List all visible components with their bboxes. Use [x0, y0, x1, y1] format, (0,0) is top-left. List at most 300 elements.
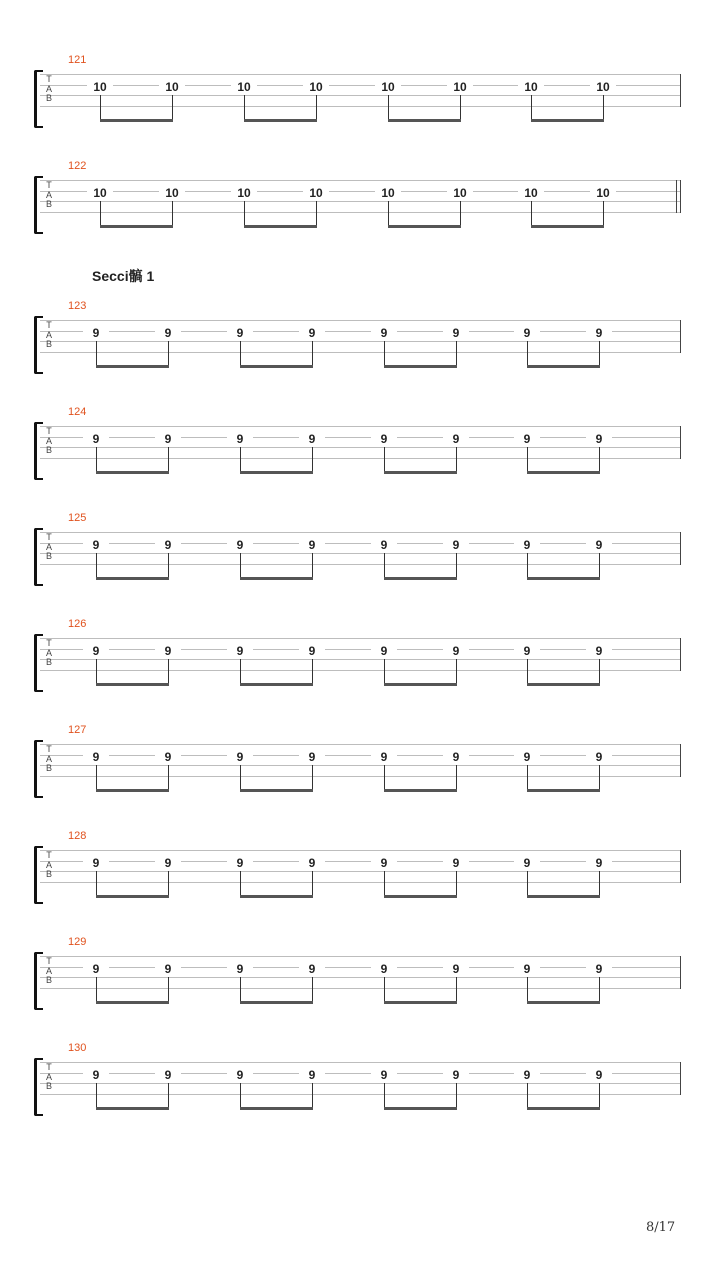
fret-number: 10	[590, 186, 616, 200]
fret-number: 10	[231, 186, 257, 200]
fret-number: 9	[83, 326, 109, 340]
note-beam	[96, 365, 169, 368]
note-stem	[96, 871, 97, 896]
note-beam	[240, 789, 313, 792]
note-stem	[312, 977, 313, 1002]
note-stem	[312, 1083, 313, 1108]
string-line	[40, 744, 681, 745]
measure-number: 128	[68, 830, 87, 842]
fret-number: 9	[299, 1068, 325, 1082]
note-stem	[168, 659, 169, 684]
measure-number: 126	[68, 618, 87, 630]
note-beam	[388, 119, 461, 122]
note-beam	[384, 1001, 457, 1004]
note-beam	[240, 895, 313, 898]
tab-clef	[44, 427, 54, 456]
tab-clef-letter: B	[45, 93, 52, 103]
tab-staff	[40, 426, 681, 458]
tab-staff	[40, 850, 681, 882]
tab-clef	[44, 75, 54, 104]
note-beam	[384, 1107, 457, 1110]
barline	[680, 1062, 681, 1095]
note-beam	[96, 1001, 169, 1004]
fret-number: 10	[231, 80, 257, 94]
fret-number: 9	[155, 856, 181, 870]
fret-number: 9	[586, 326, 612, 340]
note-stem	[527, 977, 528, 1002]
fret-number: 9	[83, 644, 109, 658]
note-beam	[96, 683, 169, 686]
barline	[680, 638, 681, 671]
note-stem	[96, 553, 97, 578]
fret-number: 9	[586, 644, 612, 658]
tab-staff	[40, 956, 681, 988]
note-stem	[599, 871, 600, 896]
fret-number: 10	[375, 80, 401, 94]
note-beam	[96, 577, 169, 580]
fret-number: 10	[303, 186, 329, 200]
tab-clef-letter: B	[45, 339, 52, 349]
string-line	[40, 670, 681, 671]
fret-number: 9	[586, 750, 612, 764]
barline	[680, 180, 681, 213]
note-stem	[240, 1083, 241, 1108]
fret-number: 9	[155, 644, 181, 658]
tab-system	[0, 406, 720, 498]
note-beam	[527, 365, 600, 368]
tab-clef-letter: A	[45, 329, 52, 340]
note-stem	[172, 95, 173, 120]
note-stem	[96, 977, 97, 1002]
note-beam	[240, 365, 313, 368]
tab-system	[0, 54, 720, 146]
measure-number: 123	[68, 300, 87, 312]
tab-clef	[44, 1063, 54, 1092]
string-line	[40, 850, 681, 851]
note-stem	[460, 95, 461, 120]
note-stem	[527, 765, 528, 790]
tab-clef	[44, 321, 54, 350]
note-stem	[456, 977, 457, 1002]
note-stem	[240, 871, 241, 896]
fret-number: 9	[299, 644, 325, 658]
note-stem	[456, 1083, 457, 1108]
tab-system	[0, 936, 720, 1028]
string-line	[40, 1073, 681, 1074]
string-line	[40, 180, 681, 181]
note-stem	[460, 201, 461, 226]
note-stem	[384, 871, 385, 896]
note-beam	[384, 683, 457, 686]
tab-clef-letter: A	[45, 541, 52, 552]
note-stem	[384, 659, 385, 684]
string-line	[40, 967, 681, 968]
note-stem	[312, 341, 313, 366]
tab-clef-letter: B	[45, 199, 52, 209]
fret-number: 10	[447, 186, 473, 200]
note-stem	[168, 341, 169, 366]
string-line	[40, 638, 681, 639]
string-line	[40, 765, 681, 766]
fret-number: 9	[514, 1068, 540, 1082]
note-stem	[384, 447, 385, 472]
note-stem	[240, 447, 241, 472]
note-stem	[456, 871, 457, 896]
fret-number: 9	[371, 432, 397, 446]
tab-clef-letter: A	[45, 435, 52, 446]
tab-system	[0, 618, 720, 710]
string-line	[40, 1094, 681, 1095]
tab-clef-letter: A	[45, 753, 52, 764]
measure-number: 124	[68, 406, 87, 418]
tab-clef-letter: B	[45, 763, 52, 773]
note-beam	[240, 577, 313, 580]
note-stem	[240, 341, 241, 366]
note-stem	[168, 553, 169, 578]
note-beam	[527, 471, 600, 474]
tab-system	[0, 1042, 720, 1134]
fret-number: 9	[155, 1068, 181, 1082]
tab-clef	[44, 533, 54, 562]
string-line	[40, 659, 681, 660]
tab-clef-letter: A	[45, 83, 52, 94]
barline	[680, 74, 681, 107]
tab-system	[0, 300, 720, 392]
string-line	[40, 1083, 681, 1084]
tab-clef-letter: A	[45, 189, 52, 200]
fret-number: 9	[443, 856, 469, 870]
string-line	[40, 871, 681, 872]
measure-number: 122	[68, 160, 87, 172]
tab-staff	[40, 180, 681, 212]
tab-clef-letter: T	[46, 532, 52, 542]
note-beam	[240, 1001, 313, 1004]
tab-system	[0, 160, 720, 252]
fret-number: 9	[227, 644, 253, 658]
measure-number: 121	[68, 54, 87, 66]
note-stem	[240, 977, 241, 1002]
string-line	[40, 553, 681, 554]
fret-number: 9	[299, 856, 325, 870]
fret-number: 9	[371, 326, 397, 340]
note-stem	[599, 341, 600, 366]
note-beam	[531, 225, 604, 228]
note-stem	[172, 201, 173, 226]
fret-number: 9	[586, 538, 612, 552]
fret-number: 10	[590, 80, 616, 94]
tab-clef	[44, 639, 54, 668]
measure-number: 130	[68, 1042, 87, 1054]
fret-number: 10	[375, 186, 401, 200]
tab-clef-letter: B	[45, 975, 52, 985]
tab-clef-letter: T	[46, 638, 52, 648]
tab-clef-letter: T	[46, 320, 52, 330]
string-line	[40, 426, 681, 427]
note-beam	[96, 471, 169, 474]
note-beam	[527, 1001, 600, 1004]
tab-clef-letter: T	[46, 956, 52, 966]
tab-staff	[40, 74, 681, 106]
fret-number: 9	[586, 1068, 612, 1082]
tab-clef-letter: T	[46, 744, 52, 754]
note-stem	[456, 447, 457, 472]
note-stem	[599, 765, 600, 790]
fret-number: 9	[371, 1068, 397, 1082]
note-beam	[100, 119, 173, 122]
note-stem	[388, 201, 389, 226]
note-stem	[527, 447, 528, 472]
fret-number: 9	[227, 326, 253, 340]
fret-number: 9	[443, 1068, 469, 1082]
note-stem	[527, 1083, 528, 1108]
note-stem	[456, 765, 457, 790]
note-beam	[527, 577, 600, 580]
string-line	[40, 320, 681, 321]
tab-system	[0, 724, 720, 816]
note-stem	[456, 553, 457, 578]
fret-number: 9	[155, 432, 181, 446]
string-line	[40, 649, 681, 650]
note-stem	[168, 977, 169, 1002]
measure-number: 129	[68, 936, 87, 948]
fret-number: 9	[514, 326, 540, 340]
fret-number: 9	[586, 432, 612, 446]
fret-number: 9	[155, 538, 181, 552]
string-line	[40, 458, 681, 459]
string-line	[40, 341, 681, 342]
fret-number: 9	[443, 326, 469, 340]
note-stem	[240, 659, 241, 684]
note-beam	[96, 789, 169, 792]
note-stem	[168, 765, 169, 790]
note-beam	[384, 471, 457, 474]
fret-number: 9	[514, 538, 540, 552]
note-stem	[384, 765, 385, 790]
note-beam	[384, 365, 457, 368]
tab-staff	[40, 744, 681, 776]
tab-clef-letter: B	[45, 657, 52, 667]
string-line	[40, 74, 681, 75]
note-beam	[527, 789, 600, 792]
note-stem	[240, 553, 241, 578]
note-beam	[244, 225, 317, 228]
note-beam	[240, 471, 313, 474]
fret-number: 9	[371, 538, 397, 552]
measure-number: 125	[68, 512, 87, 524]
fret-number: 9	[227, 856, 253, 870]
note-stem	[599, 659, 600, 684]
barline	[680, 532, 681, 565]
note-beam	[244, 119, 317, 122]
note-stem	[388, 95, 389, 120]
tab-clef-letter: B	[45, 869, 52, 879]
fret-number: 9	[155, 326, 181, 340]
note-stem	[527, 553, 528, 578]
tab-clef-letter: T	[46, 180, 52, 190]
fret-number: 9	[514, 856, 540, 870]
string-line	[40, 95, 681, 96]
fret-number: 9	[443, 644, 469, 658]
note-stem	[100, 95, 101, 120]
barline	[680, 744, 681, 777]
tab-clef-letter: A	[45, 859, 52, 870]
tab-clef	[44, 957, 54, 986]
string-line	[40, 543, 681, 544]
string-line	[40, 564, 681, 565]
note-stem	[244, 95, 245, 120]
note-stem	[312, 659, 313, 684]
barline	[680, 850, 681, 883]
fret-number: 9	[299, 538, 325, 552]
string-line	[40, 861, 681, 862]
fret-number: 10	[303, 80, 329, 94]
note-stem	[384, 341, 385, 366]
note-beam	[96, 895, 169, 898]
fret-number: 9	[299, 962, 325, 976]
tab-staff	[40, 638, 681, 670]
note-beam	[384, 895, 457, 898]
note-beam	[100, 225, 173, 228]
note-stem	[96, 341, 97, 366]
double-barline	[676, 180, 677, 213]
string-line	[40, 352, 681, 353]
note-stem	[240, 765, 241, 790]
note-stem	[316, 95, 317, 120]
fret-number: 9	[155, 750, 181, 764]
note-stem	[599, 1083, 600, 1108]
string-line	[40, 956, 681, 957]
fret-number: 9	[586, 962, 612, 976]
note-stem	[312, 447, 313, 472]
tab-clef-letter: A	[45, 647, 52, 658]
fret-number: 9	[371, 962, 397, 976]
note-stem	[244, 201, 245, 226]
note-stem	[599, 447, 600, 472]
fret-number: 9	[83, 1068, 109, 1082]
fret-number: 10	[518, 186, 544, 200]
string-line	[40, 85, 681, 86]
fret-number: 9	[299, 326, 325, 340]
barline	[680, 426, 681, 459]
tab-clef	[44, 745, 54, 774]
tab-staff	[40, 532, 681, 564]
measure-number: 127	[68, 724, 87, 736]
fret-number: 9	[371, 856, 397, 870]
fret-number: 9	[514, 750, 540, 764]
fret-number: 9	[443, 538, 469, 552]
note-beam	[96, 1107, 169, 1110]
tab-clef-letter: A	[45, 965, 52, 976]
note-stem	[599, 977, 600, 1002]
note-stem	[168, 447, 169, 472]
fret-number: 9	[514, 432, 540, 446]
note-stem	[531, 201, 532, 226]
fret-number: 9	[514, 644, 540, 658]
fret-number: 9	[514, 962, 540, 976]
note-stem	[312, 765, 313, 790]
barline	[680, 956, 681, 989]
fret-number: 9	[227, 538, 253, 552]
string-line	[40, 201, 681, 202]
fret-number: 10	[518, 80, 544, 94]
string-line	[40, 437, 681, 438]
fret-number: 9	[83, 856, 109, 870]
string-line	[40, 191, 681, 192]
note-stem	[599, 553, 600, 578]
tab-clef-letter: B	[45, 445, 52, 455]
string-line	[40, 776, 681, 777]
fret-number: 9	[299, 432, 325, 446]
note-stem	[384, 977, 385, 1002]
note-stem	[456, 341, 457, 366]
string-line	[40, 212, 681, 213]
string-line	[40, 977, 681, 978]
note-stem	[316, 201, 317, 226]
note-stem	[168, 1083, 169, 1108]
tab-system	[0, 512, 720, 604]
barline	[680, 320, 681, 353]
fret-number: 9	[227, 432, 253, 446]
fret-number: 9	[83, 538, 109, 552]
note-beam	[527, 895, 600, 898]
note-stem	[527, 341, 528, 366]
tab-clef-letter: T	[46, 74, 52, 84]
page-number: 8/17	[646, 1220, 676, 1235]
note-stem	[603, 201, 604, 226]
note-stem	[531, 95, 532, 120]
fret-number: 9	[83, 432, 109, 446]
tab-clef-letter: A	[45, 1071, 52, 1082]
tab-clef-letter: B	[45, 551, 52, 561]
fret-number: 9	[83, 962, 109, 976]
section-label: Secci髇 1	[92, 268, 155, 284]
fret-number: 10	[447, 80, 473, 94]
tab-clef-letter: B	[45, 1081, 52, 1091]
note-beam	[527, 1107, 600, 1110]
fret-number: 9	[586, 856, 612, 870]
note-stem	[96, 765, 97, 790]
fret-number: 9	[443, 432, 469, 446]
string-line	[40, 1062, 681, 1063]
fret-number: 9	[371, 644, 397, 658]
note-beam	[384, 577, 457, 580]
string-line	[40, 988, 681, 989]
fret-number: 9	[227, 962, 253, 976]
tab-system	[0, 830, 720, 922]
tab-clef-letter: T	[46, 1062, 52, 1072]
note-stem	[384, 1083, 385, 1108]
tab-clef-letter: T	[46, 426, 52, 436]
note-stem	[384, 553, 385, 578]
string-line	[40, 447, 681, 448]
note-stem	[456, 659, 457, 684]
note-beam	[527, 683, 600, 686]
note-beam	[240, 683, 313, 686]
fret-number: 9	[155, 962, 181, 976]
note-stem	[96, 447, 97, 472]
fret-number: 9	[227, 1068, 253, 1082]
note-stem	[312, 553, 313, 578]
fret-number: 9	[83, 750, 109, 764]
note-stem	[527, 659, 528, 684]
fret-number: 10	[159, 80, 185, 94]
string-line	[40, 755, 681, 756]
note-stem	[312, 871, 313, 896]
fret-number: 9	[299, 750, 325, 764]
string-line	[40, 532, 681, 533]
fret-number: 9	[371, 750, 397, 764]
note-beam	[384, 789, 457, 792]
